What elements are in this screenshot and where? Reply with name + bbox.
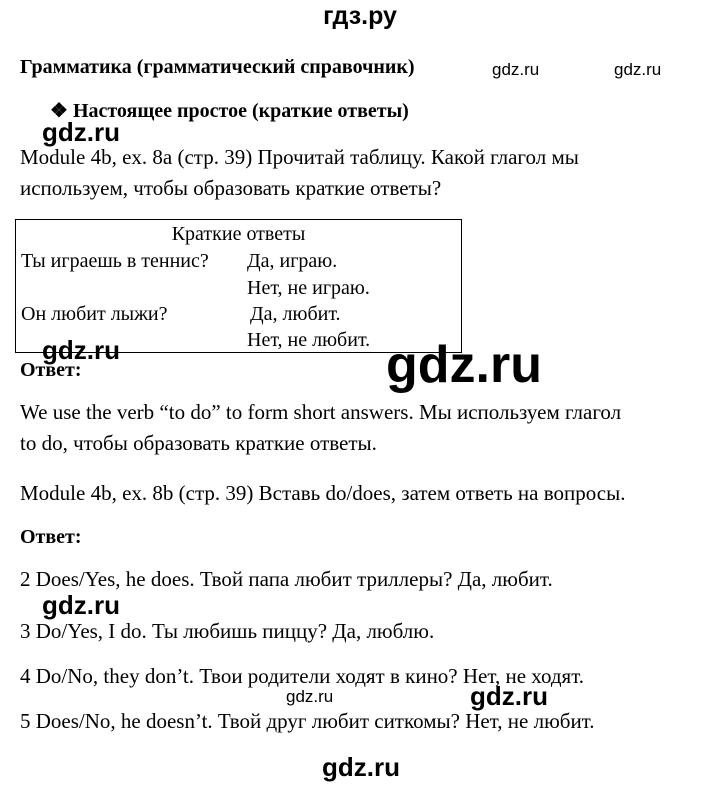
watermark: gdz.ru	[386, 336, 542, 394]
answer-a-text	[20, 397, 621, 459]
table-answer: Да, играю.	[247, 250, 338, 272]
exercise-a-text	[20, 142, 579, 204]
exercise-b-text: Module 4b, ex. 8b (стр. 39) Вставь do/does, затем ответь на вопросы.	[20, 481, 626, 505]
section-title: Грамматика (грамматический справочник)	[20, 56, 415, 78]
watermark: gdz.ru	[322, 752, 400, 782]
answer-label: Ответ:	[20, 526, 82, 548]
watermark: gdz.ru	[42, 335, 120, 365]
table-question: Он любит лыжи?	[21, 303, 168, 325]
answer-a-line1: We use the verb “to do” to form short answers. Мы используем глагол	[20, 400, 622, 424]
exercise-a-line2: используем, чтобы образовать краткие ответы?	[20, 176, 442, 200]
table-answer: Да, любит.	[250, 303, 341, 325]
watermark: gdz.ru	[492, 60, 540, 79]
table-question: Ты играешь в теннис?	[21, 250, 209, 272]
bullet-icon: ❖	[50, 100, 68, 122]
watermark: gdz.ru	[42, 117, 120, 147]
answer-item: 4 Do/No, they don’t. Твои родители ходят в кино? Нет, не ходят.	[20, 664, 585, 688]
table-answer: Нет, не любит.	[247, 329, 371, 351]
answer-item: 2 Does/Yes, he does. Твой папа любит триллеры? Да, любит.	[20, 567, 553, 591]
exercise-a-line1: Module 4b, ex. 8a (стр. 39) Прочитай таблицу. Какой глагол мы	[20, 145, 579, 169]
watermark: gdz.ru	[614, 60, 662, 79]
answer-item: 5 Does/No, he doesn’t. Твой друг любит ситкомы? Нет, не любит.	[20, 709, 595, 733]
table-title: Краткие ответы	[171, 223, 306, 245]
watermark: gdz.ru	[470, 681, 548, 711]
watermark: gdz.ru	[286, 687, 334, 706]
watermark: gdz.ru	[42, 590, 120, 620]
answer-label: Ответ:	[20, 359, 82, 381]
subsection-title-text: Настоящее простое (краткие ответы)	[72, 100, 409, 122]
table-answer: Нет, не играю.	[247, 277, 370, 299]
answer-item: 3 Do/Yes, I do. Ты любишь пиццу? Да, люблю.	[20, 619, 435, 643]
short-answers-table	[15, 219, 462, 353]
answer-a-line2: to do, чтобы образовать краткие ответы.	[20, 431, 377, 455]
site-header: гдз.ру	[323, 2, 397, 30]
